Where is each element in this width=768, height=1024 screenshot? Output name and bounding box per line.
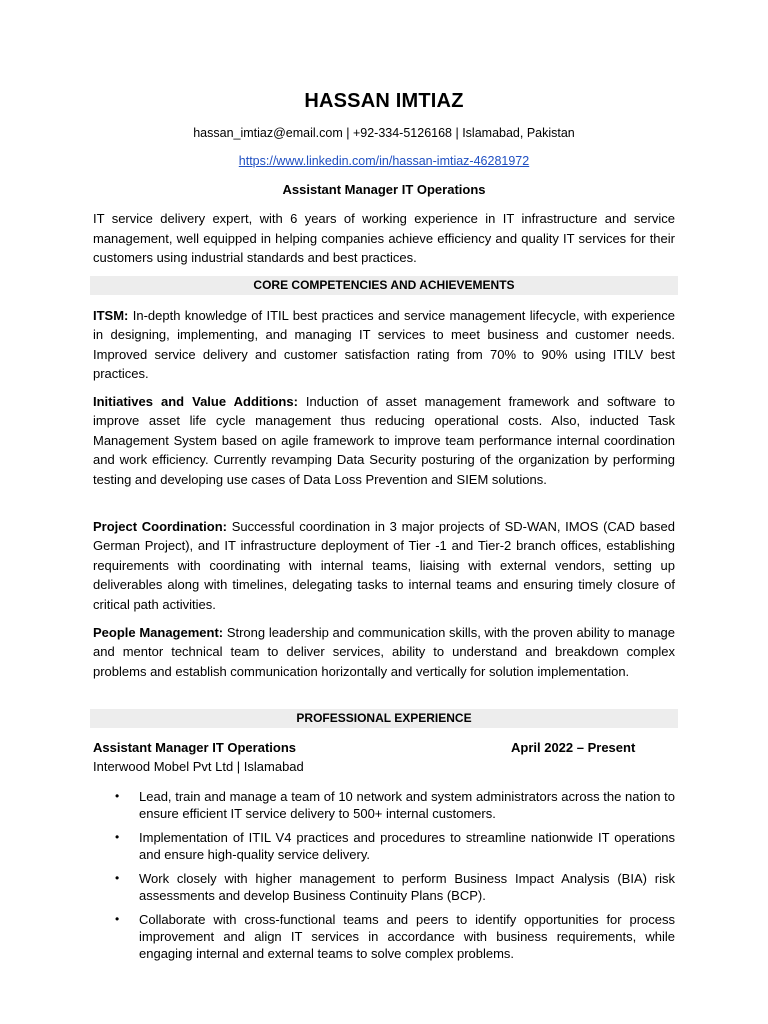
bullet-text: Collaborate with cross-functional teams and peers to identify opportunities for process improvement and align IT services in accordance with business requirements, while engaging internal and external teams to solve complex problems.: [139, 912, 675, 961]
competency-label: People Management:: [93, 625, 224, 640]
list-item: [93, 829, 675, 863]
competency-text: Induction of asset management framework and software to improve asset life cycle management thus reducing operational costs. Also, inducted Task Management System based on agile framework to improve team performance internal coordination and work efficiency. Currently revamping Data Security posturing of the organization by performing testing and developing use cases of Data Loss Prevention and SIEM solutions.: [93, 394, 675, 487]
candidate-name: HASSAN IMTIAZ: [304, 90, 464, 112]
competency-label: ITSM:: [93, 308, 129, 323]
competency-text: In-depth knowledge of ITIL best practices and service management lifecycle, with experience in designing, implementing, and managing IT services to meet business and customer needs. Improved service delivery and customer satisfaction rating from 70% to 90% using ITILV best practices.: [93, 308, 675, 382]
competencies-heading: CORE COMPETENCIES AND ACHIEVEMENTS: [90, 276, 678, 295]
bullet-text: Work closely with higher management to perform Business Impact Analysis (BIA) risk assessments and develop Business Continuity Plans (BCP).: [139, 871, 675, 903]
list-item: [93, 870, 675, 904]
competency-text: Strong leadership and communication skills, with the proven ability to manage and mentor technical team to deliver services, ability to understand and breakdown complex problems and establish communication horizontally and vertically for solution implementation.: [93, 625, 676, 679]
competency-label: Initiatives and Value Additions:: [93, 394, 298, 409]
competency-text: Successful coordination in 3 major projects of SD-WAN, IMOS (CAD based German Project), and IT infrastructure deployment of Tier -1 and Tier-2 branch offices, establishing requirements with coordinating with internal teams, liaising with external vendors, setting up deliverables along with timelines, delegating tasks to internal teams and ensuring timely closure of critical path activities.: [93, 519, 676, 612]
job-dates: April 2022 – Present: [511, 740, 636, 755]
contact-line: hassan_imtiaz@email.com | +92-334-5126168 | Islamabad, Pakistan: [193, 126, 575, 140]
competency-project-coordination: [93, 517, 675, 614]
bullet-text: Implementation of ITIL V4 practices and procedures to streamline nationwide IT operations and ensure high-quality service delivery.: [139, 830, 675, 862]
linkedin-link[interactable]: https://www.linkedin.com/in/hassan-imtiaz-46281972: [238, 154, 530, 168]
competency-itsm: [93, 306, 675, 384]
job-company: Interwood Mobel Pvt Ltd | Islamabad: [93, 759, 304, 774]
job-bullet-list: [93, 788, 675, 969]
competency-initiatives: [93, 392, 675, 489]
bullet-icon: •: [115, 912, 120, 926]
linkedin-line: [0, 154, 768, 168]
job-title: Assistant Manager IT Operations: [93, 740, 296, 755]
summary-paragraph: IT service delivery expert, with 6 years of working experience in IT infrastructure and service management, well equipped in helping companies achieve efficiency and quality IT services for their customers using industrial standards and best practices.: [93, 211, 675, 265]
bullet-icon: •: [115, 789, 120, 803]
list-item: [93, 911, 675, 962]
resume-headline: Assistant Manager IT Operations: [282, 182, 486, 197]
bullet-text: Lead, train and manage a team of 10 network and system administrators across the nation to ensure efficient IT service delivery to 500+ internal customers.: [139, 789, 675, 821]
bullet-icon: •: [115, 830, 120, 844]
experience-heading: PROFESSIONAL EXPERIENCE: [90, 709, 678, 728]
competency-label: Project Coordination:: [93, 519, 227, 534]
competency-people-management: [93, 623, 675, 681]
list-item: [93, 788, 675, 822]
bullet-icon: •: [115, 871, 120, 885]
